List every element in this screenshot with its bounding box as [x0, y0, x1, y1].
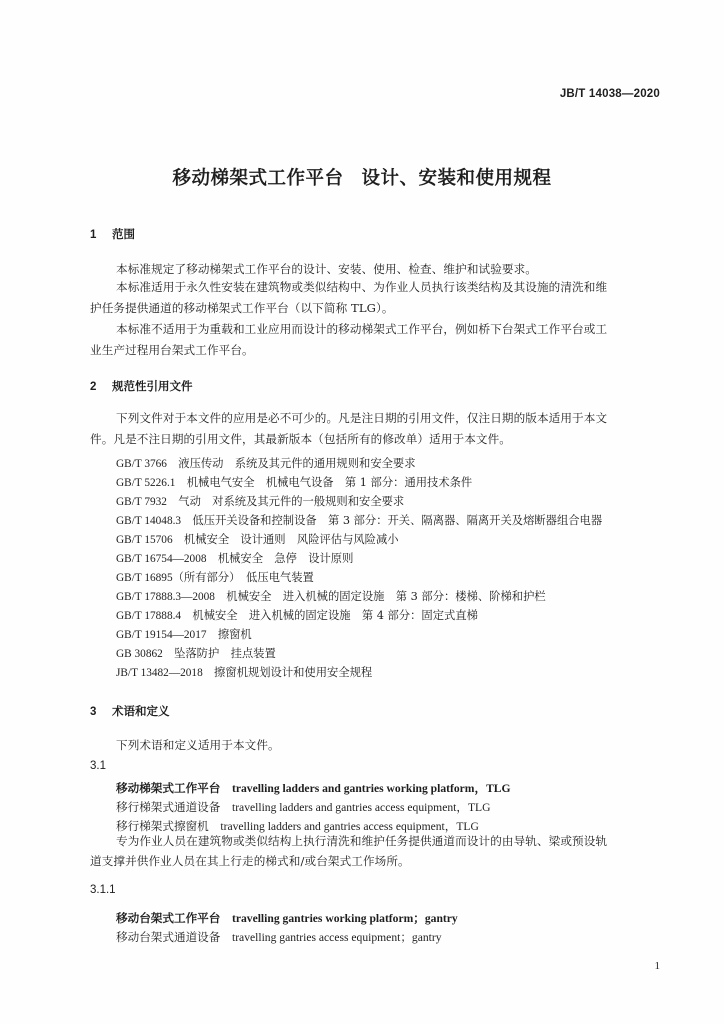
title-part-1: 移动梯架式工作平台 [172, 168, 344, 189]
reference-item [116, 664, 372, 680]
section-2-heading [90, 378, 193, 394]
reference-item [116, 607, 478, 623]
reference-item [116, 645, 276, 661]
section-title: 范围 [112, 227, 135, 241]
term-entry [116, 910, 458, 926]
reference-code: GB/T 19154—2017 [116, 629, 207, 641]
paragraph-continuation: 护任务提供通道的移动梯架式工作平台（以下简称 TLG）。 [90, 301, 394, 315]
definition-continuation: 道支撑并供作业人员在其上行走的梯式和/或台架式工作场所。 [90, 854, 410, 868]
paragraph-continuation: 件。凡是不注日期的引用文件，其最新版本（包括所有的修改单）适用于本文件。 [90, 432, 511, 446]
reference-code: GB/T 7932 [116, 496, 167, 508]
reference-title: 气动 对系统及其元件的一般规则和安全要求 [178, 495, 405, 508]
synonym-en: travelling ladders and gantries access equipment，TLG [231, 801, 491, 814]
section-number: 2 [90, 381, 97, 393]
reference-item [116, 550, 353, 566]
term-synonym [116, 799, 491, 815]
section-title: 规范性引用文件 [112, 379, 193, 393]
document-title [0, 164, 724, 190]
paragraph: 本标准不适用于为重载和工业应用而设计的移动梯架式工作平台，例如桥下台架式工作平台或工 [116, 322, 608, 336]
term-entry [116, 780, 511, 796]
reference-code: GB/T 15706 [116, 534, 173, 546]
reference-item [116, 493, 404, 509]
title-part-2: 设计、安装和使用规程 [361, 168, 552, 189]
reference-code: GB/T 17888.4 [116, 610, 182, 622]
term-en: travelling ladders and gantries working platform，TLG [231, 782, 511, 795]
section-1-heading [90, 226, 135, 242]
reference-code: GB 30862 [116, 648, 163, 660]
term-zh: 移动台架式工作平台 [116, 911, 221, 925]
paragraph: 下列文件对于本文件的应用是必不可少的。凡是注日期的引用文件，仅注日期的版本适用于本文 [116, 411, 608, 425]
section-title: 术语和定义 [112, 704, 170, 718]
reference-item [116, 455, 416, 471]
reference-code: GB/T 3766 [116, 458, 167, 470]
paragraph: 下列术语和定义适用于本文件。 [116, 738, 280, 752]
paragraph-continuation: 业生产过程用台架式工作平台。 [90, 343, 254, 357]
term-zh: 移动梯架式工作平台 [116, 781, 221, 795]
paragraph: 本标准适用于永久性安装在建筑物或类似结构中、为作业人员执行该类结构及其设施的清洗和维 [116, 280, 608, 294]
reference-title: 擦窗机规划设计和使用安全规程 [214, 666, 373, 679]
section-number: 1 [90, 229, 97, 241]
synonym-zh: 移动台架式通道设备 [116, 930, 221, 944]
reference-code: GB/T 16754—2008 [116, 553, 207, 565]
synonym-en: travelling ladders and gantries access equipment，TLG [220, 820, 479, 833]
page-number: 1 [654, 960, 660, 972]
reference-item [116, 531, 399, 547]
definition: 专为作业人员在建筑物或类似结构上执行清洗和维护任务提供通道而设计的由导轨、梁或预设轨 [116, 834, 608, 848]
reference-code: GB/T 16895（所有部分） [116, 572, 235, 584]
reference-title: 机械安全 急停 设计原则 [217, 552, 354, 565]
reference-title: 液压传动 系统及其元件的通用规则和安全要求 [178, 457, 416, 470]
reference-title: 低压电气装置 [246, 571, 314, 584]
reference-code: GB/T 14048.3 [116, 515, 182, 527]
section-number: 3 [90, 706, 97, 718]
standard-number: JB/T 14038—2020 [559, 88, 660, 100]
synonym-zh: 移行梯架式通道设备 [116, 800, 221, 814]
synonym-en: travelling gantries access equipment；gantry [231, 931, 442, 944]
reference-code: JB/T 13482—2018 [116, 667, 203, 679]
section-3-heading [90, 703, 170, 719]
reference-item [116, 474, 472, 490]
term-en: travelling gantries working platform；gantry [231, 912, 458, 925]
reference-title: 擦窗机 [217, 628, 252, 641]
paragraph: 本标准规定了移动梯架式工作平台的设计、安装、使用、检查、维护和试验要求。 [116, 262, 537, 276]
clause-number: 3.1.1 [90, 884, 116, 896]
clause-number: 3.1 [90, 760, 106, 772]
reference-item [116, 626, 252, 642]
reference-title: 机械安全 设计通则 风险评估与风险减小 [183, 533, 399, 546]
reference-title: 机械安全 进入机械的固定设施 第 4 部分：固定式直梯 [192, 609, 478, 622]
reference-item [116, 512, 602, 528]
reference-title: 机械安全 进入机械的固定设施 第 3 部分：楼梯、阶梯和护栏 [226, 590, 546, 603]
reference-item [116, 569, 314, 585]
synonym-zh: 移行梯架式擦窗机 [116, 819, 209, 833]
reference-title: 坠落防护 挂点装置 [174, 647, 276, 660]
reference-title: 低压开关设备和控制设备 第 3 部分：开关、隔离器、隔离开关及熔断器组合电器 [192, 514, 603, 527]
term-synonym [116, 929, 442, 945]
reference-code: GB/T 5226.1 [116, 477, 176, 489]
reference-item [116, 588, 546, 604]
reference-title: 机械电气安全 机械电气设备 第 1 部分：通用技术条件 [186, 476, 473, 489]
reference-code: GB/T 17888.3—2008 [116, 591, 215, 603]
